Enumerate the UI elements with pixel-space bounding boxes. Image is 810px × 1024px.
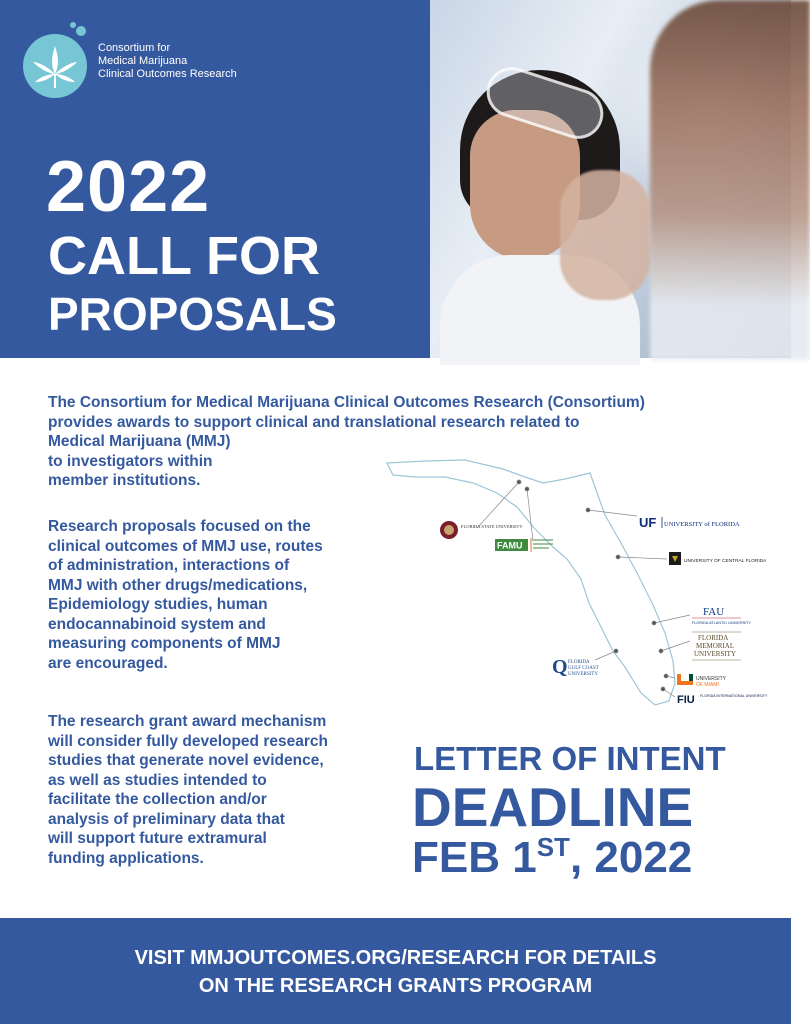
text-line: provides awards to support clinical and translational research related to bbox=[48, 413, 580, 431]
logo-dot bbox=[70, 22, 76, 28]
text-line: Epidemiology studies, human bbox=[48, 596, 268, 613]
fiu-logo bbox=[677, 694, 768, 706]
text-line: will support future extramural bbox=[48, 830, 267, 847]
text-line: of administration, interactions of bbox=[48, 557, 290, 574]
text-line: endocannabinoid system and bbox=[48, 615, 266, 633]
uf-name: UNIVERSITY of FLORIDA bbox=[664, 521, 740, 528]
hero-banner bbox=[0, 0, 791, 358]
florida-member-map bbox=[385, 455, 768, 715]
fsu-name: FLORIDA STATE UNIVERSITY bbox=[461, 524, 523, 529]
deadline-date-ordinal: ST bbox=[536, 832, 570, 862]
text-line: to investigators within bbox=[48, 452, 213, 470]
fiu-name: FLORIDA INTERNATIONAL UNIVERSITY bbox=[700, 694, 768, 698]
award-mechanism-paragraph bbox=[48, 712, 328, 868]
fgcu-line: GULF COAST bbox=[568, 666, 599, 671]
fmu-line: FLORIDA bbox=[698, 634, 729, 642]
um-line: UNIVERSITY bbox=[696, 676, 727, 682]
text-line: clinical outcomes of MMJ use, routes bbox=[48, 537, 323, 555]
ucf-name: UNIVERSITY OF CENTRAL FLORIDA bbox=[684, 559, 767, 564]
org-name-line: Medical Marijuana bbox=[98, 55, 188, 67]
consortium-logo-icon bbox=[23, 34, 87, 98]
text-line: measuring components of MMJ bbox=[48, 635, 281, 652]
footer-line-program: ON THE RESEARCH GRANTS PROGRAM bbox=[198, 975, 593, 997]
famu-name: FAMU bbox=[497, 540, 523, 551]
text-line: Medical Marijuana (MMJ) bbox=[48, 433, 231, 450]
text-line: as well as studies intended to bbox=[48, 771, 267, 789]
researchers-photo bbox=[430, 0, 791, 358]
um-logo bbox=[677, 674, 727, 688]
fiu-mark: FIU bbox=[677, 694, 695, 706]
fgcu-logo bbox=[552, 656, 599, 678]
fau-logo bbox=[692, 606, 751, 625]
famu-logo bbox=[495, 538, 553, 552]
fgcu-line: UNIVERSITY bbox=[568, 672, 598, 677]
fgcu-line: FLORIDA bbox=[568, 660, 590, 665]
deadline-date-prefix: FEB 1 bbox=[412, 833, 537, 882]
text-line: MMJ with other drugs/medications, bbox=[48, 576, 308, 594]
text-line: analysis of preliminary data that bbox=[48, 810, 285, 828]
text-line: Research proposals focused on the bbox=[48, 518, 311, 535]
svg-text:Q: Q bbox=[552, 656, 568, 678]
text-line: member institutions. bbox=[48, 472, 201, 489]
organization-name bbox=[98, 42, 237, 81]
ucf-logo bbox=[669, 552, 767, 565]
deadline-date-suffix: , 2022 bbox=[569, 833, 693, 882]
fau-mark: FAU bbox=[703, 606, 725, 618]
uf-logo bbox=[639, 515, 740, 530]
footer-line-visit: VISIT MMJOUTCOMES.ORG/RESEARCH FOR DETAILS bbox=[134, 947, 657, 969]
uf-mark: UF bbox=[639, 515, 657, 530]
letter-of-intent-heading: LETTER OF INTENT bbox=[414, 740, 726, 777]
deadline-heading: DEADLINE bbox=[412, 776, 694, 838]
text-line: The Consortium for Medical Marijuana Clinical Outcomes Research (Consortium) bbox=[48, 394, 645, 411]
text-line: funding applications. bbox=[48, 849, 204, 867]
florida-outline bbox=[387, 460, 675, 705]
text-line: will consider fully developed research bbox=[48, 732, 328, 750]
text-line: studies that generate novel evidence, bbox=[48, 752, 324, 769]
text-line: The research grant award mechanism bbox=[48, 713, 327, 730]
text-line: are encouraged. bbox=[48, 654, 168, 672]
fau-name: FLORIDA ATLANTIC UNIVERSITY bbox=[692, 621, 752, 625]
headline-call-for: CALL FOR bbox=[48, 226, 320, 286]
text-line: facilitate the collection and/or bbox=[48, 791, 267, 808]
org-name-line: Clinical Outcomes Research bbox=[98, 68, 237, 80]
footer-banner bbox=[0, 918, 791, 1024]
headline-proposals: PROPOSALS bbox=[48, 288, 337, 340]
fmu-logo bbox=[692, 632, 741, 660]
headline-year: 2022 bbox=[46, 147, 211, 227]
um-line: OF MIAMI bbox=[696, 682, 719, 688]
fmu-line: UNIVERSITY bbox=[694, 650, 736, 658]
fmu-line: MEMORIAL bbox=[696, 642, 735, 650]
research-focus-paragraph bbox=[48, 517, 323, 673]
fsu-logo bbox=[440, 521, 523, 539]
org-name-line: Consortium for bbox=[98, 42, 171, 54]
deadline-date bbox=[412, 832, 692, 884]
